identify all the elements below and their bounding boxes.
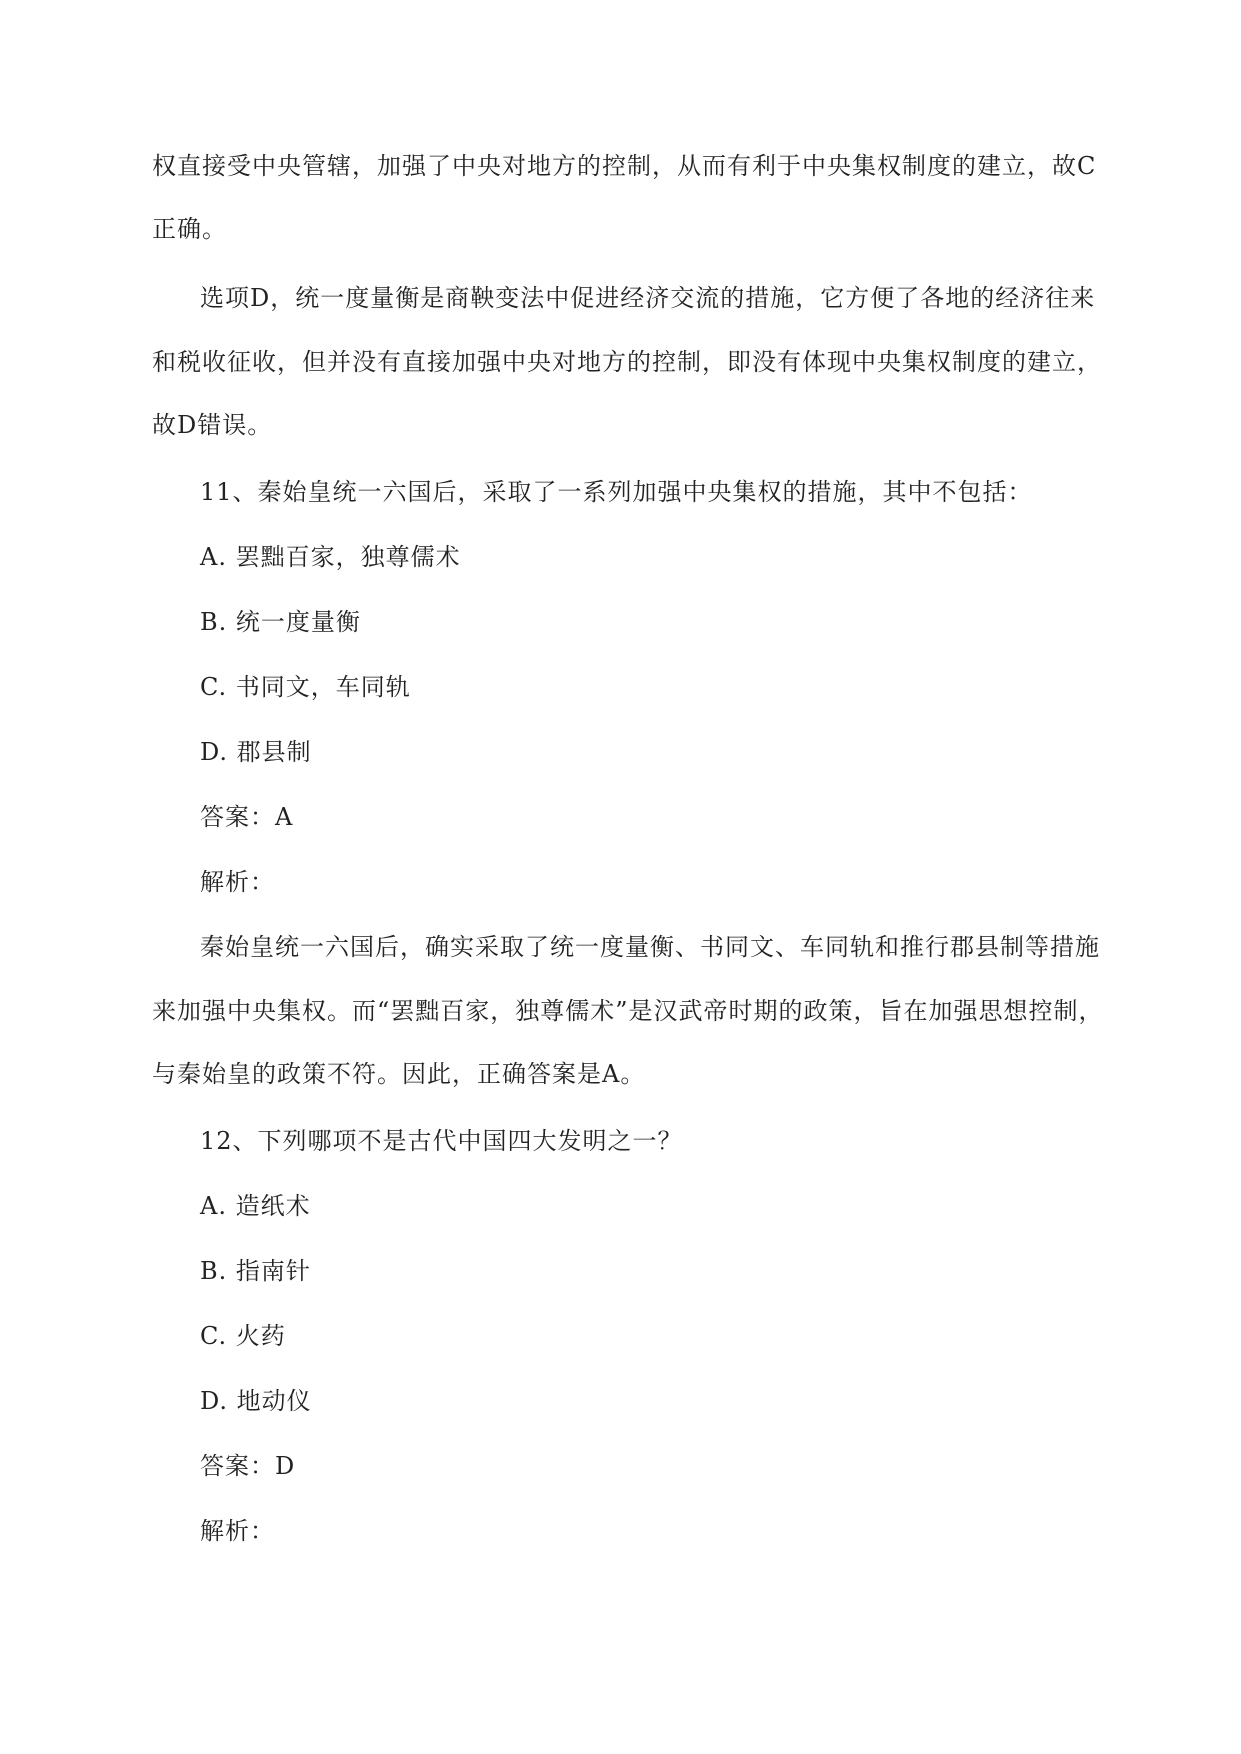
question-11-option-d: D. 郡县制 (200, 738, 312, 766)
question-11-text: 11、秦始皇统一六国后，采取了一系列加强中央集权的措施，其中不包括： (200, 478, 1033, 506)
paragraph-line: 正确。 (152, 215, 227, 243)
question-12-option-a: A. 造纸术 (200, 1192, 311, 1220)
question-11-option-c: C. 书同文，车同轨 (200, 673, 411, 701)
analysis-line: 与秦始皇的政策不符。因此，正确答案是A。 (152, 1060, 646, 1088)
question-11-analysis-label: 解析： (200, 868, 275, 896)
question-12-analysis-label: 解析： (200, 1517, 275, 1545)
question-12-option-c: C. 火药 (200, 1322, 286, 1350)
question-12-option-d: D. 地动仪 (200, 1387, 312, 1415)
question-11-option-b: B. 统一度量衡 (200, 608, 361, 636)
analysis-line: 来加强中央集权。而“罢黜百家，独尊儒术”是汉武帝时期的政策，旨在加强思想控制， (152, 997, 1104, 1025)
paragraph-line: 权直接受中央管辖，加强了中央对地方的控制，从而有利于中央集权制度的建立，故C (152, 152, 1097, 180)
question-12-answer: 答案：D (200, 1452, 296, 1480)
paragraph-line: 选项D，统一度量衡是商鞅变法中促进经济交流的措施，它方便了各地的经济往来 (200, 284, 1096, 312)
paragraph-line: 故D错误。 (152, 411, 273, 439)
question-11-answer: 答案：A (200, 803, 294, 831)
question-11-option-a: A. 罢黜百家，独尊儒术 (200, 543, 461, 571)
question-12-text: 12、下列哪项不是古代中国四大发明之一？ (200, 1127, 683, 1155)
paragraph-line: 和税收征收，但并没有直接加强中央对地方的控制，即没有体现中央集权制度的建立， (152, 348, 1102, 376)
question-12-option-b: B. 指南针 (200, 1257, 311, 1285)
analysis-line: 秦始皇统一六国后，确实采取了统一度量衡、书同文、车同轨和推行郡县制等措施 (200, 933, 1100, 961)
